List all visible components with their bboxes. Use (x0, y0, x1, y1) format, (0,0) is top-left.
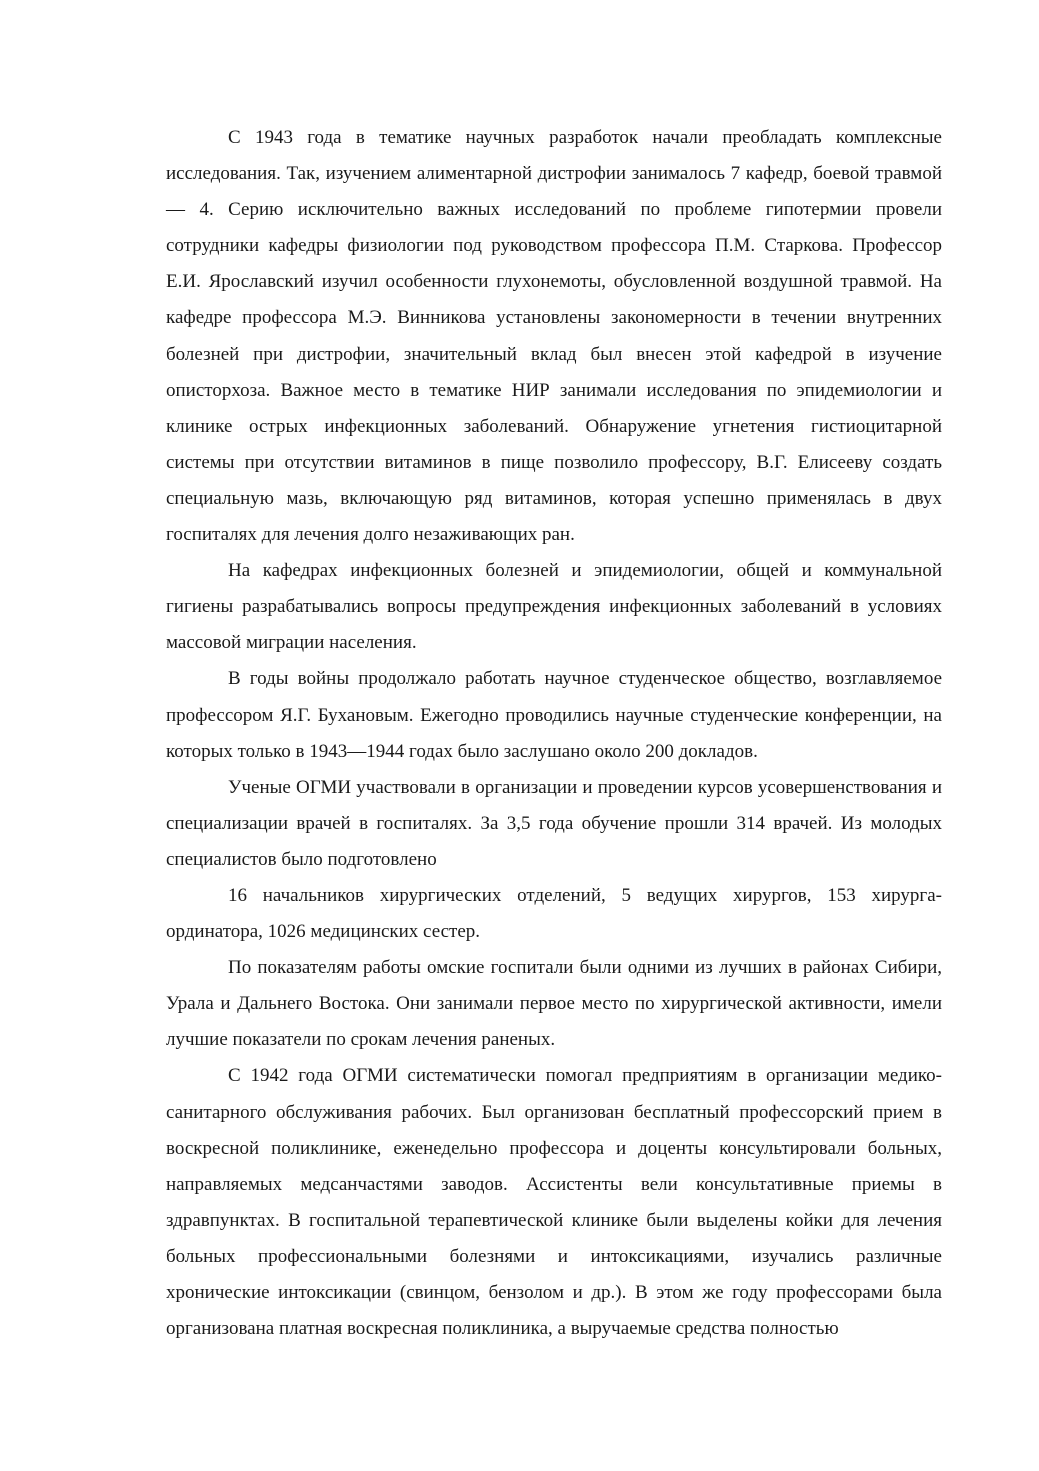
paragraph-trained-specialists: 16 начальников хирургических отделений, 5 ведущих хирургов, 153 хирурга-ординатора, 1026 медицинских сестер. (166, 884, 942, 943)
paragraph-medical-services-1942: С 1942 года ОГМИ систематически помогал предприятиям в организации медико-санитарного обслуживания рабочих. Был организован бесплатный профессорский прием в воскресной поликлинике, еженедельно профессора и доценты консультировали больных, направляемых медсанчастями заводов. Ассистенты вели консультативные приемы в здравпунктах. В госпитальной терапевтической клинике были выделены койки для лечения больных профессиональными болезнями и интоксикациями, изучались различные хронические интоксикации (свинцом, бензолом и др.). В этом же году профессорами была организована платная воскресная поликлиника, а выручаемые средства полностью (166, 1065, 942, 1340)
paragraph-infection-departments: На кафедрах инфекционных болезней и эпидемиологии, общей и коммунальной гигиены разрабатывались вопросы предупреждения инфекционных заболеваний в условиях массовой миграции населения. (166, 560, 942, 654)
document-body (166, 120, 942, 1347)
paragraph-research-1943: С 1943 года в тематике научных разработок начали преобладать комплексные исследования. Так, изучением алиментарной дистрофии занималось 7 кафедр, боевой травмой — 4. Серию исключительно важных исследований по проблеме гипотермии провели сотрудники кафедры физиологии под руководством профессора П.М. Старкова. Профессор Е.И. Ярославский изучил особенности глухонемоты, обусловленной воздушной травмой. На кафедре профессора М.Э. Винникова установлены закономерности в течении внутренних болезней при дистрофии, значительный вклад был внесен этой кафедрой в изучение описторхоза. Важное место в тематике НИР занимали исследования по эпидемиологии и клинике острых инфекционных заболеваний. Обнаружение угнетения гистиоцитарной системы при отсутствии витаминов в пище позволило профессору, В.Г. Елисееву создать специальную мазь, включающую ряд витаминов, которая успешно применялась в двух госпиталях для лечения долго незаживающих ран. (166, 127, 942, 546)
paragraph-student-society: В годы войны продолжало работать научное студенческое общество, возглавляемое профессором Я.Г. Бухановым. Ежегодно проводились научные студенческие конференции, на которых только в 1943—1944 годах было заслушано около 200 докладов. (166, 668, 942, 762)
paragraph-doctor-training: Ученые ОГМИ участвовали в организации и проведении курсов усовершенствования и специализации врачей в госпиталях. За 3,5 года обучение прошли 314 врачей. Из молодых специалистов было подготовлено (166, 776, 942, 870)
paragraph-hospital-performance: По показателям работы омские госпитали были одними из лучших в районах Сибири, Урала и Дальнего Востока. Они занимали первое место по хирургической активности, имели лучшие показатели по срокам лечения раненых. (166, 957, 942, 1051)
